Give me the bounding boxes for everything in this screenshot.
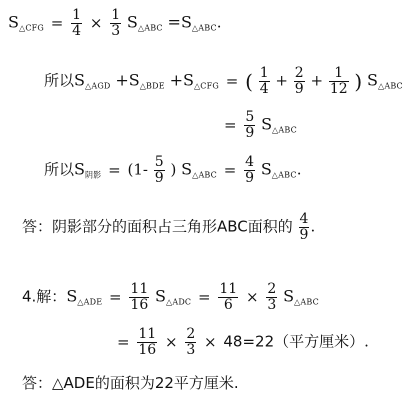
times: ×	[246, 287, 259, 306]
fraction	[266, 282, 277, 313]
numerator: 11	[138, 326, 157, 342]
numerator: 1	[329, 66, 349, 82]
denominator: 4	[259, 81, 269, 97]
subscript: △ADE	[77, 297, 103, 307]
denominator: 3	[111, 23, 121, 39]
area-symbol: S	[155, 286, 166, 306]
subscript: △ABC	[192, 170, 217, 180]
area-symbol: S	[261, 114, 273, 134]
numerator: 1	[111, 7, 121, 23]
subscript: △ABC	[377, 81, 403, 91]
numerator: 11	[219, 281, 238, 297]
right-paren: )	[170, 160, 177, 179]
area-symbol: S	[260, 159, 272, 179]
fraction	[71, 8, 82, 39]
plus-area: +S	[115, 70, 140, 90]
denominator: 16	[130, 297, 149, 313]
numerator: 1	[72, 7, 82, 23]
equals: =	[117, 332, 130, 351]
numerator: 1	[259, 65, 269, 81]
answer-line-2	[22, 376, 239, 391]
answer-text: 答：阴影部分的面积占三角形ABC面积的	[22, 217, 293, 236]
denominator: 9	[245, 170, 255, 186]
equals: =	[108, 160, 121, 179]
fraction	[244, 110, 255, 141]
equals-area: =S	[167, 12, 192, 32]
equals: =	[109, 287, 122, 306]
so-label: 所以	[44, 160, 75, 179]
fraction	[154, 155, 165, 186]
solution-label: 4.解：	[22, 287, 67, 306]
equation-line-3	[222, 110, 297, 141]
numerator: 5	[245, 109, 255, 125]
equation-line-2	[44, 66, 403, 97]
fraction	[259, 66, 270, 97]
equals: =	[50, 13, 64, 32]
subscript: △ADC	[165, 297, 192, 307]
plus-area: +S	[169, 70, 194, 90]
left-paren-one-minus: (1-	[127, 160, 148, 179]
denominator: 9	[245, 125, 255, 141]
fraction	[329, 66, 349, 97]
plus: +	[310, 71, 324, 90]
subscript: △ABC	[137, 23, 163, 33]
numerator: 11	[130, 281, 149, 297]
subscript: 阴影	[84, 170, 102, 180]
numerator: 4	[299, 211, 309, 227]
fraction	[110, 8, 121, 39]
numerator: 4	[245, 154, 255, 170]
fraction	[294, 66, 305, 97]
subscript: △AGD	[84, 81, 111, 91]
denominator: 9	[294, 81, 304, 97]
period: .	[364, 332, 369, 351]
fraction	[137, 327, 157, 358]
period: .	[296, 160, 302, 179]
fraction	[129, 282, 149, 313]
denominator: 9	[154, 170, 164, 186]
area-symbol: S	[181, 159, 193, 179]
denominator: 4	[72, 23, 82, 39]
answer-text: 答：△ADE的面积为22平方厘米.	[22, 374, 239, 392]
equation-line-1	[8, 8, 222, 39]
subscript: △ABC	[191, 23, 217, 33]
fraction	[244, 155, 255, 186]
subscript: △ABC	[294, 297, 319, 307]
subscript: △ABC	[272, 125, 297, 135]
equals: =	[223, 160, 237, 179]
answer-line-1	[22, 212, 315, 243]
denominator: 3	[267, 297, 277, 313]
subscript: △BDE	[139, 81, 165, 91]
area-symbol: S	[66, 286, 78, 306]
denominator: 12	[329, 81, 348, 97]
equation-line-6	[22, 282, 319, 313]
fraction	[218, 282, 238, 313]
area-symbol: S	[126, 12, 138, 32]
area-symbol: S	[74, 159, 85, 179]
numerator: 5	[154, 154, 164, 170]
plus: +	[275, 71, 288, 90]
times: ×	[89, 13, 103, 32]
right-paren: )	[354, 69, 363, 94]
area-symbol: S	[367, 70, 378, 90]
subscript: △CFG	[18, 23, 44, 33]
so-label: 所以	[44, 71, 75, 90]
area-symbol: S	[74, 70, 85, 90]
numerator: 2	[267, 281, 277, 297]
times: ×	[204, 332, 217, 351]
equals: =	[225, 71, 239, 90]
denominator: 6	[223, 297, 233, 313]
equals: =	[224, 115, 237, 134]
equation-line-4	[44, 155, 301, 186]
subscript: △ABC	[271, 170, 297, 180]
period: .	[310, 217, 316, 236]
result-text: 48=22（平方厘米）	[223, 332, 365, 351]
area-symbol: S	[8, 12, 19, 32]
equals: =	[198, 287, 211, 306]
denominator: 9	[299, 227, 309, 243]
area-symbol: S	[283, 286, 295, 306]
fraction	[299, 212, 310, 243]
denominator: 16	[138, 342, 157, 358]
times: ×	[164, 332, 178, 351]
denominator: 3	[186, 342, 196, 358]
numerator: 2	[294, 65, 304, 81]
subscript: △CFG	[193, 81, 219, 91]
left-paren: (	[245, 69, 253, 94]
fraction	[185, 327, 196, 358]
equation-line-7	[115, 327, 369, 358]
numerator: 2	[186, 326, 196, 342]
period: .	[216, 13, 222, 32]
